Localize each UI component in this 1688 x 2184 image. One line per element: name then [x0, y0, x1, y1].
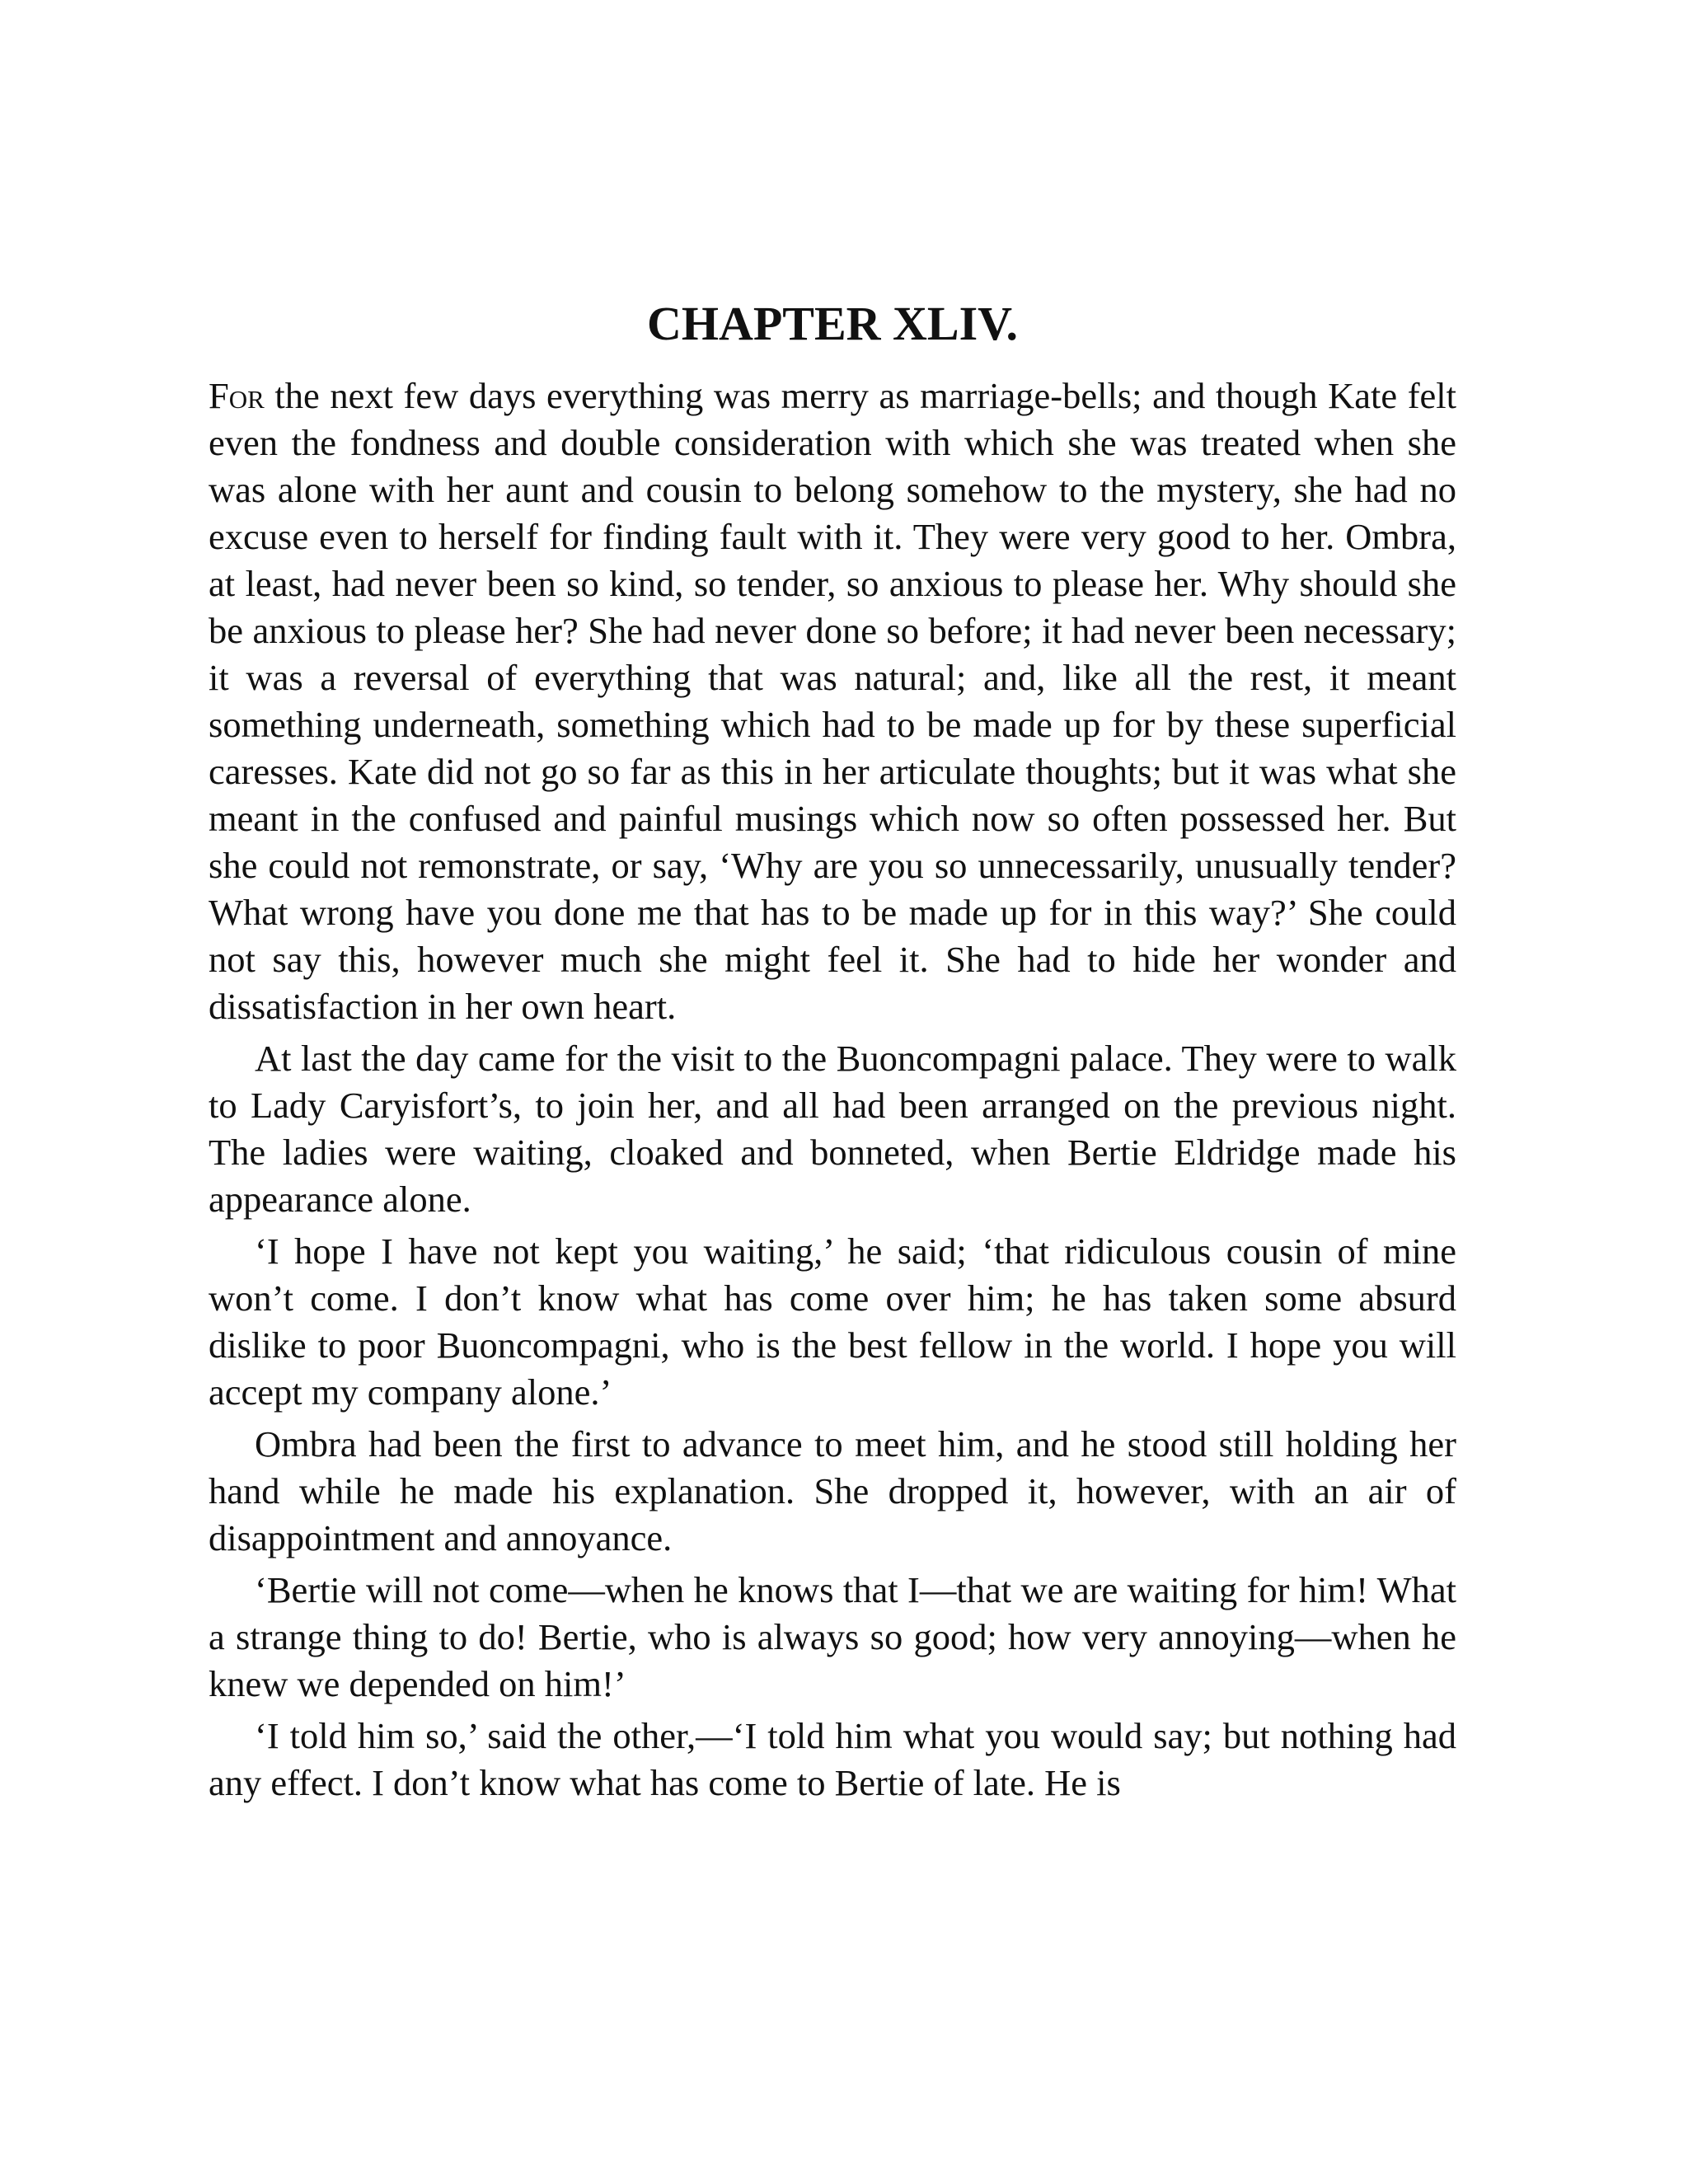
paragraph-3: ‘I hope I have not kept you waiting,’ he said; ‘that ridiculous cousin of mine won’t come. I don’t know what has come over him; he has taken some absurd dislike to poor Buoncompagni, who is the best fellow in the world. I hope you will accept my company alone.’ — [209, 1230, 1456, 1413]
paragraph-1-text: the next few days everything was merry as marriage-bells; and though Kate felt even the fondness and double consideration with which she was treated when she was alone with her aunt and cousin to belong somehow to the mystery, she had no excuse even to herself for finding fault with it. They were very good to her. Ombra, at least, had never been so kind, so tender, so anxious to please her. Why should she be anxious to please her? She had never done so before; it had never been necessary; it was a reversal of everything that was natural; and, like all the rest, it meant something underneath, something which had to be made up for by these superficial caresses. Kate did not go so far as this in her articulate thoughts; but it was what she meant in the confused and painful musings which now so often possessed her. But she could not remonstrate, or say, ‘Why are you so unnecessarily, unusually tender? What wrong have you done me that has to be made up for in this way?’ She could not say this, however much she might feel it. She had to hide her wonder and dissatisfaction in her own heart. — [209, 375, 1456, 1027]
paragraph-6: ‘I told him so,’ said the other,—‘I told him what you would say; but nothing had any effect. I don’t know what has come to Bertie of late. He is — [209, 1715, 1456, 1803]
paragraph-4: Ombra had been the first to advance to meet him, and he stood still holding her hand while he made his explanation. She dropped it, however, with an air of disappointment and annoyance. — [209, 1423, 1456, 1558]
paragraph-2: At last the day came for the visit to the Buoncompagni palace. They were to walk to Lady Caryisfort’s, to join her, and all had been arranged on the previous night. The ladies were waiting, cloaked and bonneted, when Bertie Eldridge made his appearance alone. — [209, 1038, 1456, 1220]
drop-lead-word: For — [209, 375, 265, 416]
paragraph-1 — [209, 373, 1456, 1030]
book-page — [209, 297, 1456, 1807]
chapter-title: CHAPTER XLIV. — [646, 297, 1019, 350]
paragraph-5: ‘Bertie will not come—when he knows that I—that we are waiting for him! What a strange thing to do! Bertie, who is always so good; how very annoying—when he knew we depended on him!’ — [209, 1569, 1456, 1704]
